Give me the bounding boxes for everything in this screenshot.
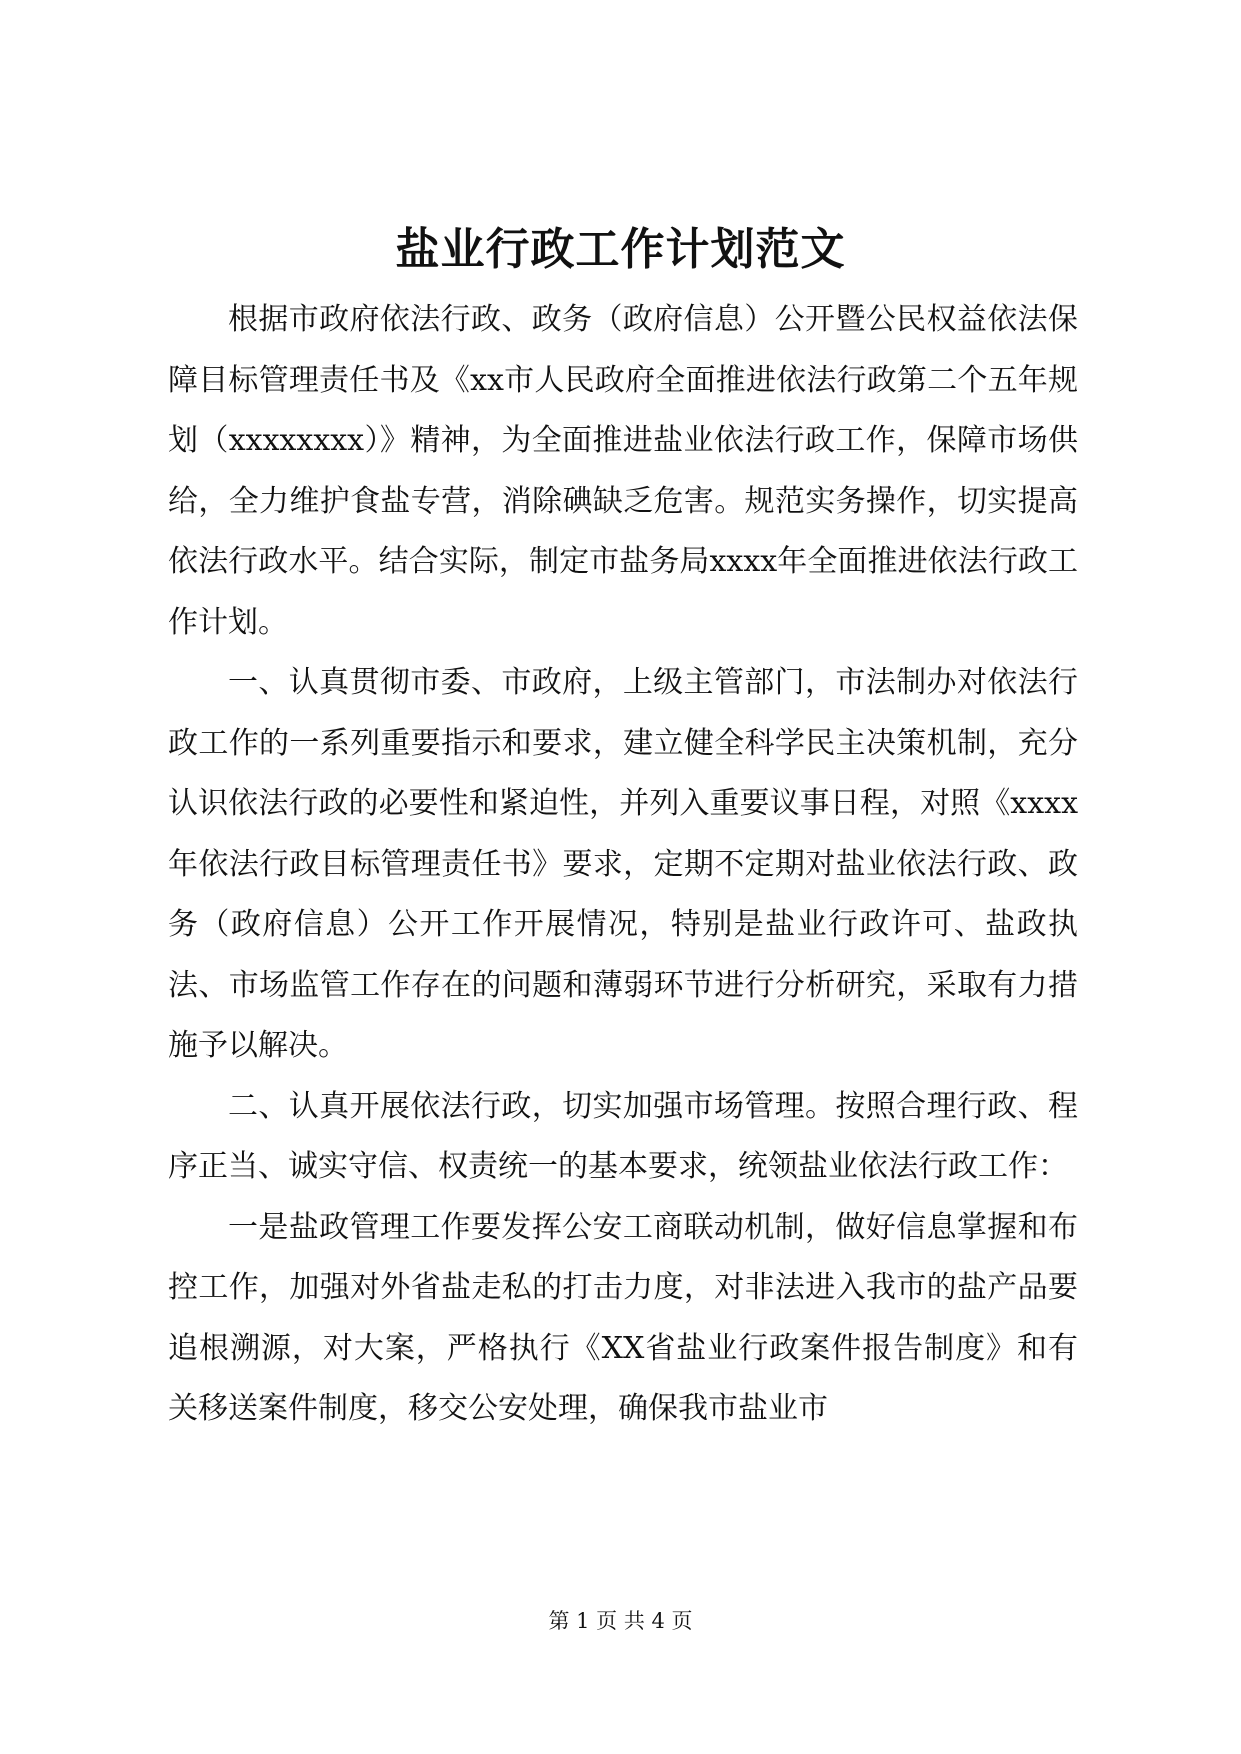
page-number-footer: 第 1 页 共 4 页 [548, 1609, 693, 1633]
paragraph: 一、认真贯彻市委、市政府，上级主管部门，市法制办对依法行政工作的一系列重要指示和要求，建立健全科学民主决策机制，充分认识依法行政的必要性和紧迫性，并列入重要议事日程，对照《xxxx年依法行政目标管理责任书》要求，定期不定期对盐业依法行政、政务（政府信息）公开工作开展情况，特别是盐业行政许可、盐政执法、市场监管工作存在的问题和薄弱环节进行分析研究，采取有力措施予以解决。 [168, 665, 1078, 1063]
paragraph: 一是盐政管理工作要发挥公安工商联动机制，做好信息掌握和布控工作，加强对外省盐走私的打击力度，对非法进入我市的盐产品要追根溯源，对大案，严格执行《XX省盐业行政案件报告制度》和有关移送案件制度，移交公安处理，确保我市盐业市 [168, 1209, 1078, 1426]
paragraph: 二、认真开展依法行政，切实加强市场管理。按照合理行政、程序正当、诚实守信、权责统一的基本要求，统领盐业依法行政工作： [168, 1088, 1078, 1184]
document-body [168, 290, 1078, 1440]
document-title: 盐业行政工作计划范文 [395, 224, 846, 275]
paragraph: 根据市政府依法行政、政务（政府信息）公开暨公民权益依法保障目标管理责任书及《xx市人民政府全面推进依法行政第二个五年规划（xxxxxxxx）》精神，为全面推进盐业依法行政工作，保障市场供给，全力维护食盐专营，消除碘缺乏危害。规范实务操作，切实提高依法行政水平。结合实际，制定市盐务局xxxx年全面推进依法行政工作计划。 [168, 302, 1078, 640]
